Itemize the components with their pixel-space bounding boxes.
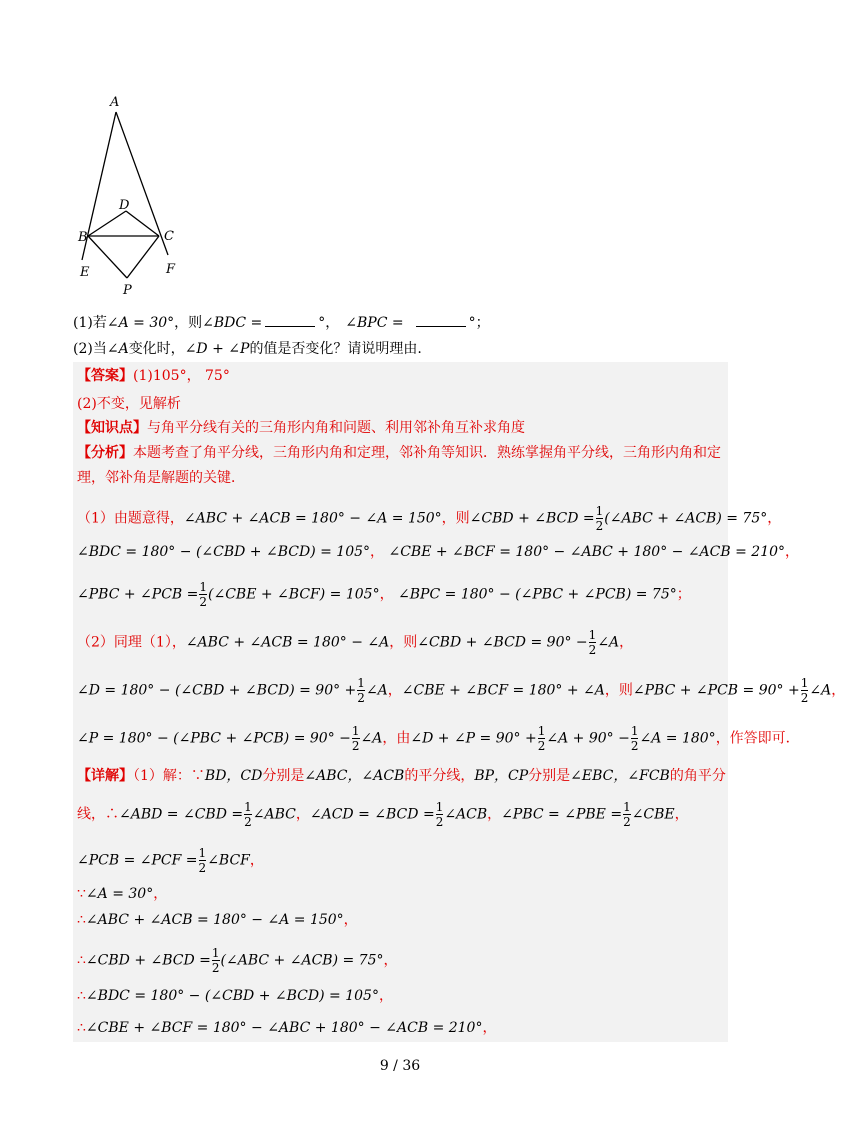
label-d: D <box>119 198 130 213</box>
detail-line-5: ∴∠ABC + ∠ACB = 180° − ∠A = 150°， <box>77 912 358 928</box>
line-bp <box>88 236 127 278</box>
detail-line-6: ∴∠CBD + ∠BCD = $\frac{1}{2}$ (∠ABC + ∠ACB) = 75°， <box>77 946 398 975</box>
answer-blank-1[interactable] <box>265 314 315 327</box>
label-c: C <box>164 229 174 244</box>
answer-blank-2[interactable] <box>416 314 466 327</box>
detail-line-2: 线，∴∠ABD = ∠CBD = $\frac{1}{2}$ ∠ABC，∠ACD = ∠BCD = $\frac{1}{2}$ ∠ACB，∠PBC = ∠PBE = $\frac{1}{2}$ ∠CBE， <box>77 800 689 829</box>
question-1: (1)若∠A = 30°，则∠BDC = °， ∠BPC = °； <box>73 315 490 331</box>
label-f: F <box>166 262 176 277</box>
solution-line-2: ∠BDC = 180° − (∠CBD + ∠BCD) = 105°， ∠CBE + ∠BCF = 180° − ∠ABC + 180° − ∠ACB = 210°， <box>77 544 800 560</box>
fraction: $\frac{1}{2}$ <box>211 946 220 975</box>
page-number: 9 / 36 <box>379 1058 421 1074</box>
fraction: $\frac{1}{2}$ <box>357 676 365 705</box>
solution-line-6: ∠P = 180° − (∠PBC + ∠PCB) = 90° − $\frac{1}{2}$ ∠A，由∠D + ∠P = 90° + $\frac{1}{2}$ ∠A + 90° − $\frac{1}{2}$ ∠A = 180°，作答即可． <box>77 724 800 753</box>
geometry-figure <box>70 90 190 300</box>
detail-line-7: ∴∠BDC = 180° − (∠CBD + ∠BCD) = 105°， <box>77 988 393 1004</box>
label-e: E <box>80 265 90 280</box>
analysis-line-1: 【分析】本题考查了角平分线，三角形内角和定理，邻补角等知识．熟练掌握角平分线，三角形内角和定 <box>77 445 721 461</box>
detail-line-1: 【详解】（1）解：∵BD，CD分别是∠ABC，∠ACB的平分线，BP，CP分别是∠EBC，∠FCB的角平分 <box>77 768 726 784</box>
line-af <box>116 112 168 255</box>
fraction: $\frac{1}{2}$ <box>630 724 639 753</box>
fraction: $\frac{1}{2}$ <box>199 580 208 609</box>
solution-line-3: ∠PBC + ∠PCB = $\frac{1}{2}$ (∠CBE + ∠BCF) = 105°， ∠BPC = 180° − (∠PBC + ∠PCB) = 75°； <box>77 580 691 609</box>
detail-line-3: ∠PCB = ∠PCF = $\frac{1}{2}$ ∠BCF， <box>77 846 264 875</box>
detail-line-4: ∵∠A = 30°， <box>77 886 168 902</box>
label-p: P <box>123 283 132 298</box>
solution-line-1: （1）由题意得，∠ABC + ∠ACB = 180° − ∠A = 150°，则∠CBD + ∠BCD = $\frac{1}{2}$ (∠ABC + ∠ACB) = 75°， <box>77 504 782 533</box>
solution-line-5: ∠D = 180° − (∠CBD + ∠BCD) = 90° + $\frac{1}{2}$ ∠A，∠CBE + ∠BCF = 180° + ∠A，则∠PBC + ∠PCB = 90° + $\frac{1}{2}$ ∠A， <box>77 676 845 705</box>
solution-line-4: （2）同理（1），∠ABC + ∠ACB = 180° − ∠A，则∠CBD + ∠BCD = 90° − $\frac{1}{2}$ ∠A， <box>77 628 634 657</box>
line-bd <box>88 211 126 236</box>
knowledge-point: 【知识点】与角平分线有关的三角形内角和问题、利用邻补角互补求角度 <box>77 420 525 436</box>
label-a: A <box>110 95 120 110</box>
fraction: $\frac{1}{2}$ <box>198 846 207 875</box>
fraction: $\frac{1}{2}$ <box>800 676 809 705</box>
answer-line-2: (2)不变，见解析 <box>77 396 181 412</box>
fraction: $\frac{1}{2}$ <box>351 724 360 753</box>
analysis-line-2: 理，邻补角是解题的关键． <box>77 470 245 486</box>
label-b: B <box>78 230 88 245</box>
question-2: (2)当∠A变化时，∠D + ∠P的值是否变化？请说明理由. <box>73 341 422 357</box>
detail-line-8: ∴∠CBE + ∠BCF = 180° − ∠ABC + 180° − ∠ACB = 210°， <box>77 1020 497 1036</box>
fraction: $\frac{1}{2}$ <box>588 628 597 657</box>
answer-line: 【答案】(1)105°， 75° <box>77 368 230 384</box>
answer-section <box>73 362 845 1042</box>
line-pc <box>127 236 159 278</box>
fraction: $\frac{1}{2}$ <box>623 800 631 829</box>
fraction: $\frac{1}{2}$ <box>435 800 444 829</box>
fraction: $\frac{1}{2}$ <box>244 800 252 829</box>
fraction: $\frac{1}{2}$ <box>537 724 546 753</box>
fraction: $\frac{1}{2}$ <box>595 504 604 533</box>
